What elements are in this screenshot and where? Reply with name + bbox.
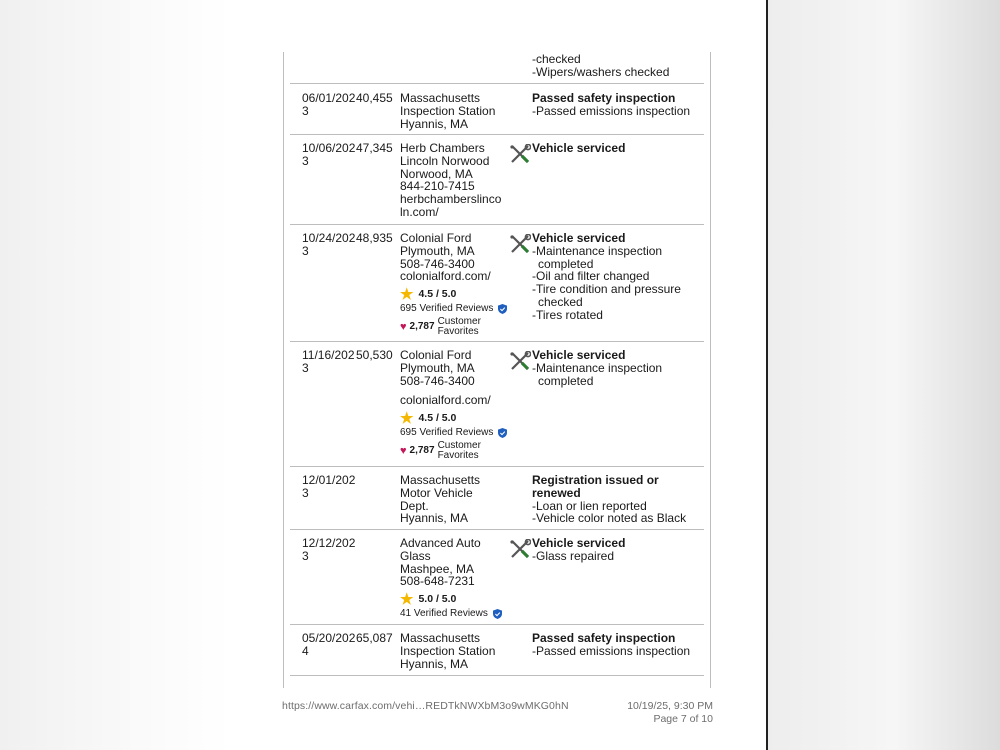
detail-cell [532, 92, 702, 118]
source-cell [400, 474, 508, 525]
background-right [767, 0, 1000, 750]
verified-shield-icon [498, 428, 507, 438]
detail-cell [532, 349, 702, 387]
rating [400, 409, 508, 427]
document-page[interactable] [232, 0, 768, 750]
reviews-count: 41 Verified Reviews [400, 607, 488, 619]
source-line: Massachusetts [400, 91, 481, 105]
detail-item: -checked [532, 52, 581, 66]
detail-title: Vehicle serviced [532, 231, 626, 245]
detail-title: Registration issued or renewed [532, 473, 659, 500]
source-link[interactable]: colonialford.com/ [400, 269, 491, 284]
source-line: Glass [400, 548, 431, 563]
table-row [290, 135, 704, 225]
table-row [290, 625, 704, 676]
rating-value: 5.0 / 5.0 [418, 593, 457, 606]
table-border-right [710, 52, 711, 688]
tools-icon [509, 539, 531, 559]
reviews-count: 695 Verified Reviews [400, 302, 494, 314]
source-line: Massachusetts [400, 631, 481, 645]
footer-url[interactable]: https://www.carfax.com/vehi…REDTkNWXbM3o9wMKG0hN [282, 700, 569, 712]
customer-favorites [400, 317, 508, 338]
footer-timestamp [627, 700, 713, 726]
odometer-reading: 40,455 [356, 91, 393, 105]
source-link[interactable]: colonialford.com/ [400, 393, 491, 408]
source-cell [400, 349, 508, 462]
source-line: Massachusetts [400, 473, 481, 487]
source-cell [400, 232, 508, 338]
background-left [0, 0, 232, 750]
source-line: Lincoln Norwood [400, 153, 490, 168]
table-row-partial [290, 52, 704, 84]
detail-item: -Passed emissions inspection [532, 103, 691, 118]
print-datetime: 10/19/25, 9:30 PM [627, 700, 713, 712]
source-line: Mashpee, MA [400, 561, 475, 576]
favorites-count: 2,787 [409, 444, 435, 456]
source-cell [400, 632, 508, 670]
detail-item: -Vehicle color noted as Black [532, 511, 687, 526]
tools-icon [509, 234, 531, 254]
record-date: 10/06/2023 [302, 141, 356, 168]
odometer-reading: 65,087 [356, 631, 393, 645]
verified-reviews[interactable] [400, 427, 508, 440]
detail-cell [532, 232, 702, 322]
page-number: Page 7 of 10 [653, 713, 713, 725]
detail-item: -Glass repaired [532, 548, 615, 563]
source-line: Hyannis, MA [400, 116, 469, 131]
source-cell [400, 537, 508, 621]
source-cell [400, 92, 508, 130]
star-icon: ★ [400, 590, 414, 608]
source-line: Colonial Ford [400, 231, 472, 245]
record-date: 12/01/2023 [302, 473, 356, 500]
detail-item: -Tires rotated [532, 307, 603, 322]
source-line: Hyannis, MA [400, 656, 469, 671]
rating-value: 4.5 / 5.0 [418, 412, 457, 425]
favorites-count: 2,787 [409, 320, 435, 332]
verified-reviews[interactable] [400, 303, 508, 316]
detail-item: -Loan or lien reported [532, 498, 647, 513]
detail-title: Passed safety inspection [532, 91, 676, 105]
source-line: Hyannis, MA [400, 511, 469, 526]
tools-icon [509, 144, 531, 164]
source-link[interactable]: herbchamberslincoln.com/ [400, 192, 502, 219]
odometer-reading: 48,935 [356, 231, 393, 245]
favorites-label: Customer Favorites [437, 439, 481, 462]
source-line: Motor Vehicle [400, 485, 473, 500]
detail-item: -Wipers/washers checked [532, 64, 670, 79]
source-line: 844-210-7415 [400, 179, 475, 194]
rating [400, 590, 508, 608]
tools-icon [509, 351, 531, 371]
verified-shield-icon [493, 609, 502, 619]
star-icon: ★ [400, 409, 414, 427]
rating-value: 4.5 / 5.0 [418, 288, 457, 301]
source-line: 508-648-7231 [400, 574, 475, 589]
source-line: 508-746-3400 [400, 256, 475, 271]
customer-favorites [400, 441, 508, 462]
odometer-reading: 47,345 [356, 141, 393, 155]
history-table [290, 52, 704, 688]
source-line: Colonial Ford [400, 348, 472, 362]
odometer-reading: 50,530 [356, 348, 393, 362]
source-line: Plymouth, MA [400, 360, 475, 375]
source-line: Plymouth, MA [400, 243, 475, 258]
source-cell [400, 142, 504, 219]
detail-cell [532, 142, 702, 155]
heart-icon: ♥ [400, 320, 407, 333]
detail-item: -Maintenance inspection completed [532, 360, 663, 388]
record-date: 12/12/2023 [302, 536, 356, 563]
source-line: Advanced Auto [400, 536, 481, 550]
source-line: Inspection Station [400, 103, 496, 118]
source-line: Dept. [400, 498, 429, 513]
detail-item: -Passed emissions inspection [532, 643, 691, 658]
record-date: 06/01/2023 [302, 91, 356, 118]
detail-cell [532, 632, 702, 658]
detail-item: -Oil and filter changed [532, 269, 650, 284]
detail-title: Vehicle serviced [532, 348, 626, 362]
record-date: 10/24/2023 [302, 231, 356, 258]
table-row [290, 467, 704, 530]
star-icon: ★ [400, 285, 414, 303]
record-date: 05/20/2024 [302, 631, 356, 658]
table-row [290, 84, 704, 135]
source-line: 508-746-3400 [400, 373, 475, 388]
detail-cell [532, 474, 702, 525]
detail-item: -Tire condition and pressure checked [532, 282, 681, 309]
source-line: Herb Chambers [400, 141, 485, 155]
record-date: 11/16/2023 [302, 348, 355, 375]
table-border-left [283, 52, 284, 688]
table-row [290, 530, 704, 625]
detail-item: -Maintenance inspection completed [532, 243, 663, 271]
heart-icon: ♥ [400, 444, 407, 457]
favorites-label: Customer Favorites [437, 315, 481, 338]
detail-cell [532, 53, 702, 79]
detail-title: Vehicle serviced [532, 536, 626, 550]
rating [400, 285, 508, 303]
detail-title: Passed safety inspection [532, 631, 676, 645]
reviews-count: 695 Verified Reviews [400, 426, 494, 438]
verified-reviews[interactable] [400, 608, 508, 621]
detail-title: Vehicle serviced [532, 141, 626, 155]
table-row [290, 225, 704, 342]
verified-shield-icon [498, 304, 507, 314]
source-line: Inspection Station [400, 643, 496, 658]
detail-cell [532, 537, 702, 563]
table-row [290, 342, 704, 467]
source-line: Norwood, MA [400, 166, 473, 181]
